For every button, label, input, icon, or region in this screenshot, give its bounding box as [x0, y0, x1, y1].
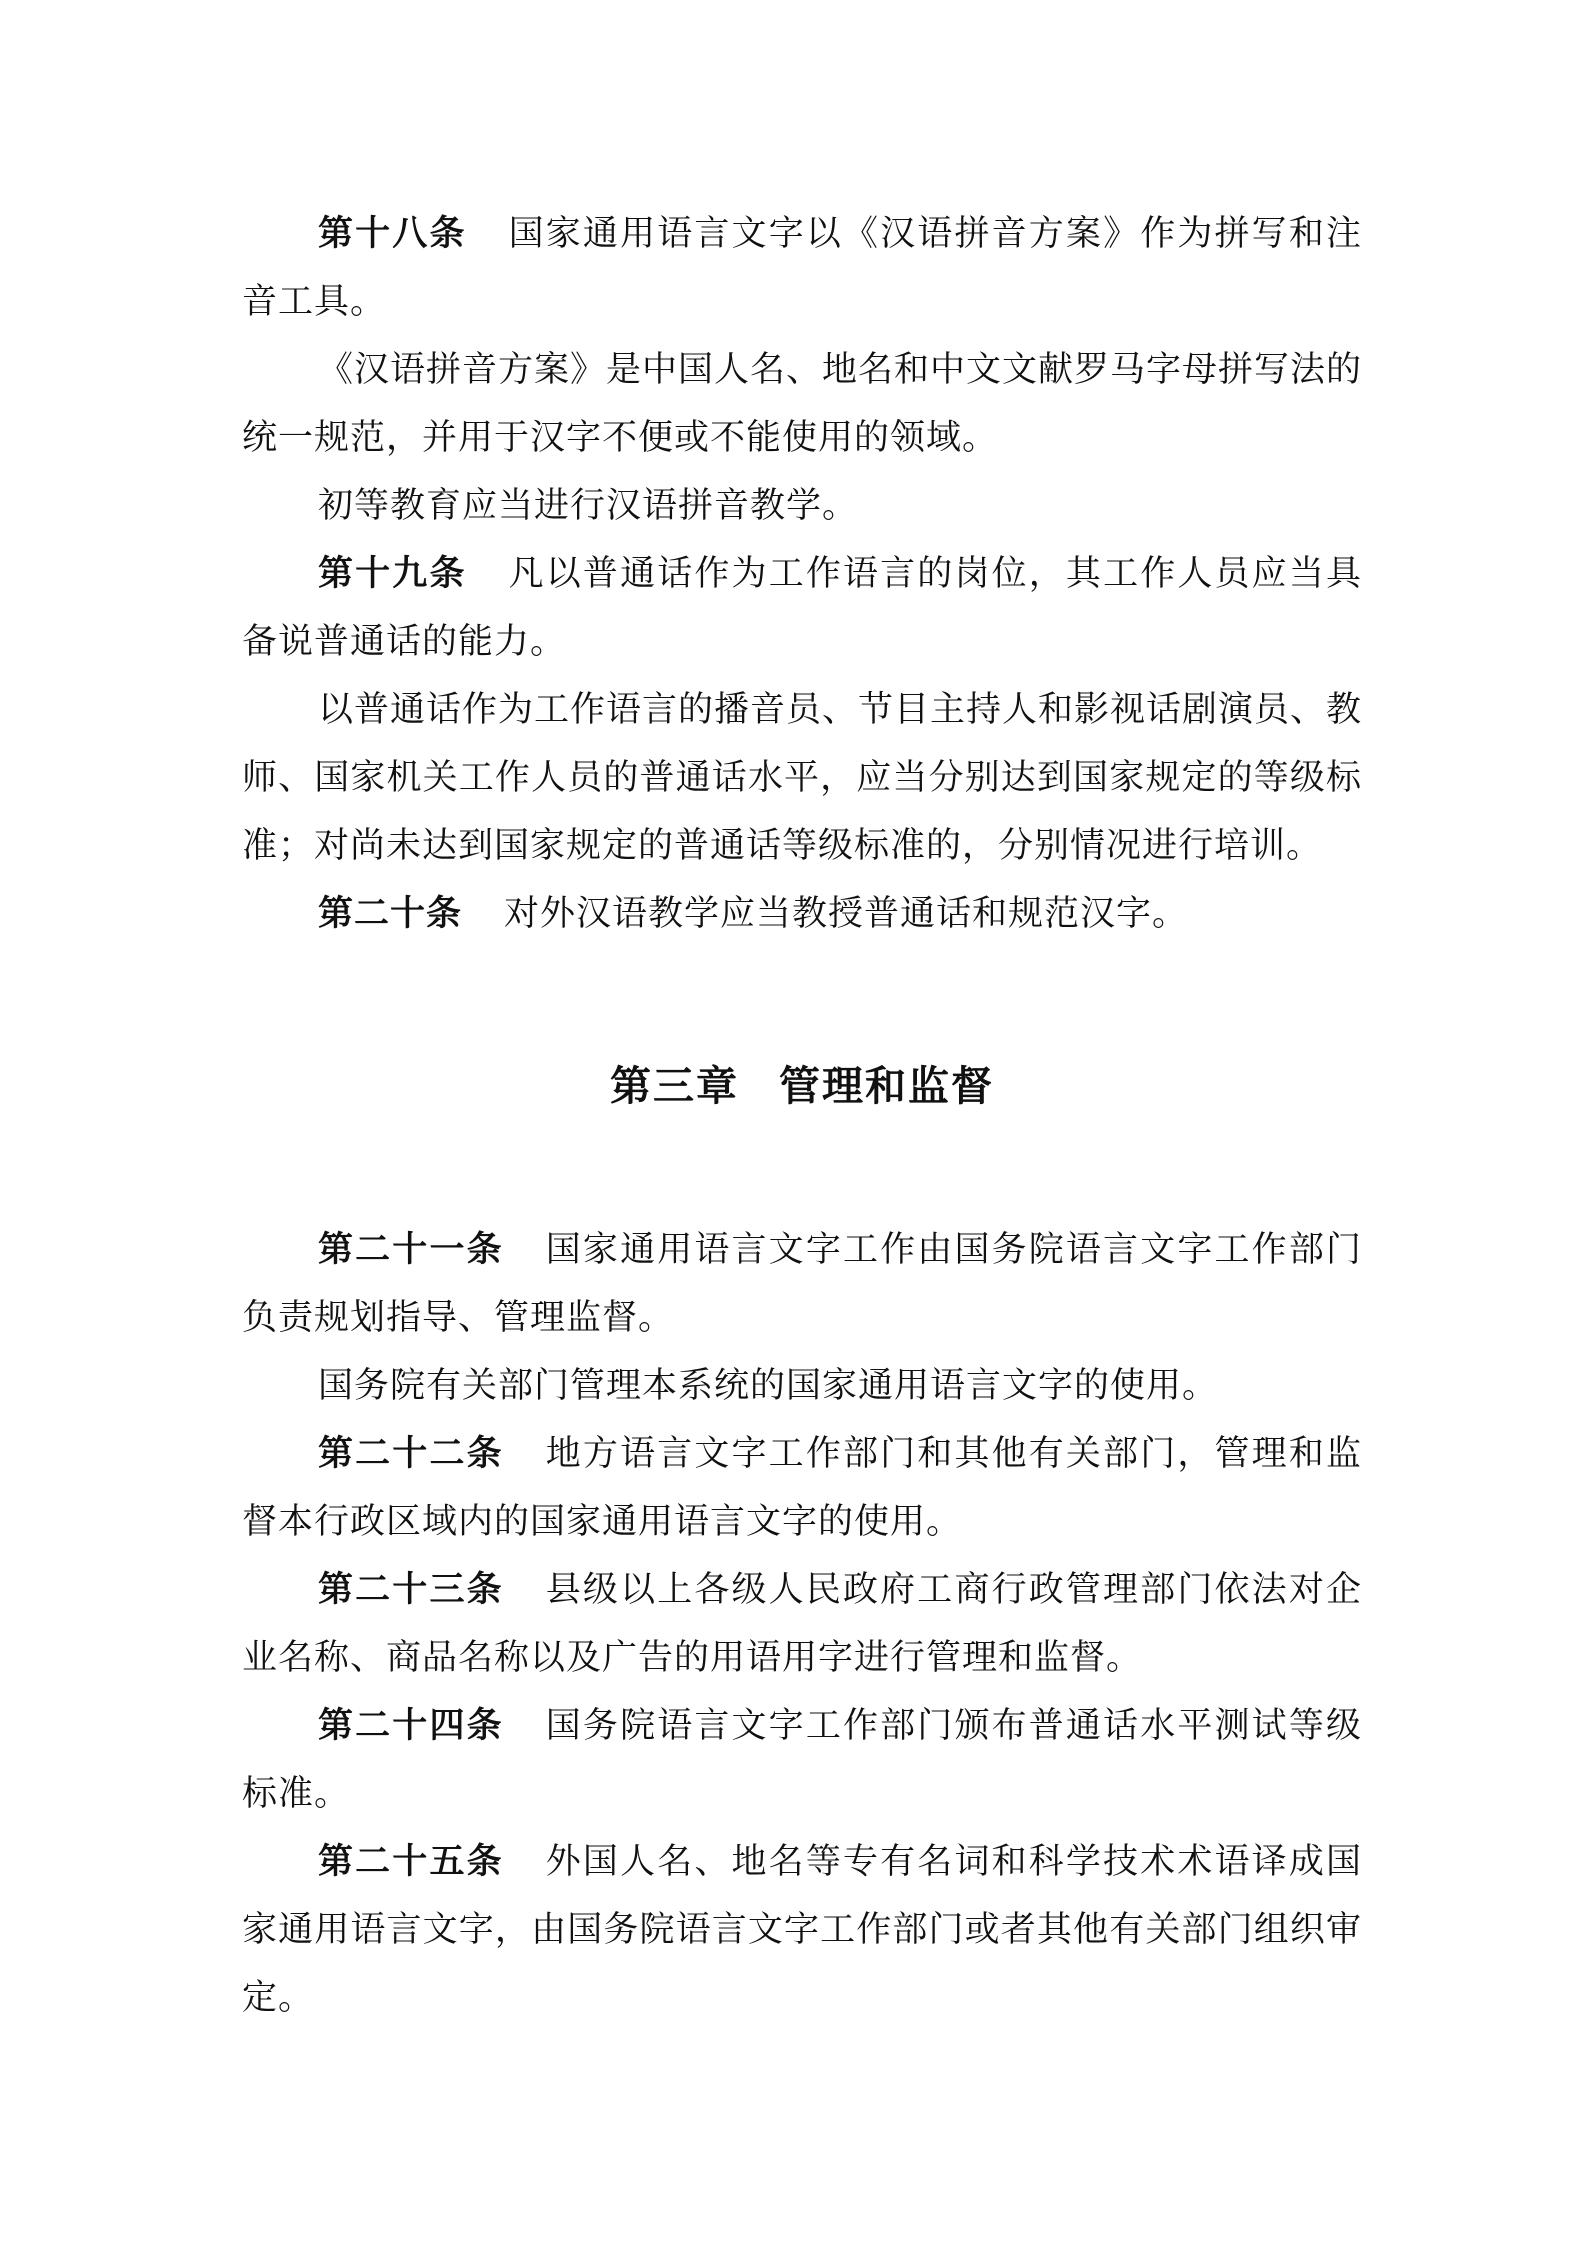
article-label: 第二十四条 — [318, 1706, 504, 1746]
article-22 — [242, 1420, 1362, 1556]
article-text: 对外汉语教学应当教授普通话和规范汉字。 — [504, 894, 1189, 934]
article-18-paragraph: 初等教育应当进行汉语拼音教学。 — [318, 486, 859, 526]
article-text: 凡以普通话作为工作语言的岗位，其工作人员应当具备说普通话的能力。 — [242, 554, 1362, 662]
article-19-paragraph: 以普通话作为工作语言的播音员、节目主持人和影视话剧演员、教师、国家机关工作人员的普通话水平，应当分别达到国家规定的等级标准；对尚未达到国家规定的普通话等级标准的，分别情况进行培训。 — [242, 690, 1363, 866]
article-text: 外国人名、地名等专有名词和科学技术术语译成国家通用语言文字，由国务院语言文字工作部门或者其他有关部门组织审定。 — [242, 1842, 1362, 2018]
article-label: 第十九条 — [318, 554, 467, 594]
chapter-heading — [610, 1053, 994, 1112]
article-19 — [242, 540, 1362, 676]
article-label: 第二十一条 — [318, 1230, 504, 1270]
article-25 — [242, 1828, 1362, 2032]
article-21 — [242, 1216, 1362, 1352]
chapter-heading-wrap — [242, 948, 1362, 1216]
article-text: 地方语言文字工作部门和其他有关部门，管理和监督本行政区域内的国家通用语言文字的使用。 — [242, 1434, 1362, 1542]
article-text: 县级以上各级人民政府工商行政管理部门依法对企业名称、商品名称以及广告的用语用字进行管理和监督。 — [242, 1570, 1362, 1678]
article-label: 第十八条 — [318, 214, 467, 254]
article-label: 第二十条 — [318, 894, 463, 934]
article-18 — [242, 200, 1362, 336]
article-20 — [242, 880, 1362, 948]
chapter-title: 管理和监督 — [779, 1061, 994, 1110]
article-24 — [242, 1692, 1362, 1828]
chapter-number: 第三章 — [610, 1061, 739, 1110]
article-text: 国家通用语言文字以《汉语拼音方案》作为拼写和注音工具。 — [242, 214, 1362, 322]
article-21-paragraph: 国务院有关部门管理本系统的国家通用语言文字的使用。 — [318, 1366, 1219, 1406]
article-text: 国家通用语言文字工作由国务院语言文字工作部门负责规划指导、管理监督。 — [242, 1230, 1362, 1338]
article-label: 第二十三条 — [318, 1570, 504, 1610]
article-18-paragraph: 《汉语拼音方案》是中国人名、地名和中文文献罗马字母拼写法的统一规范，并用于汉字不便或不能使用的领域。 — [242, 350, 1363, 458]
article-text: 国务院语言文字工作部门颁布普通话水平测试等级标准。 — [242, 1706, 1362, 1814]
article-23 — [242, 1556, 1362, 1692]
article-label: 第二十五条 — [318, 1842, 504, 1882]
document-page — [242, 200, 1362, 2032]
article-label: 第二十二条 — [318, 1434, 504, 1474]
